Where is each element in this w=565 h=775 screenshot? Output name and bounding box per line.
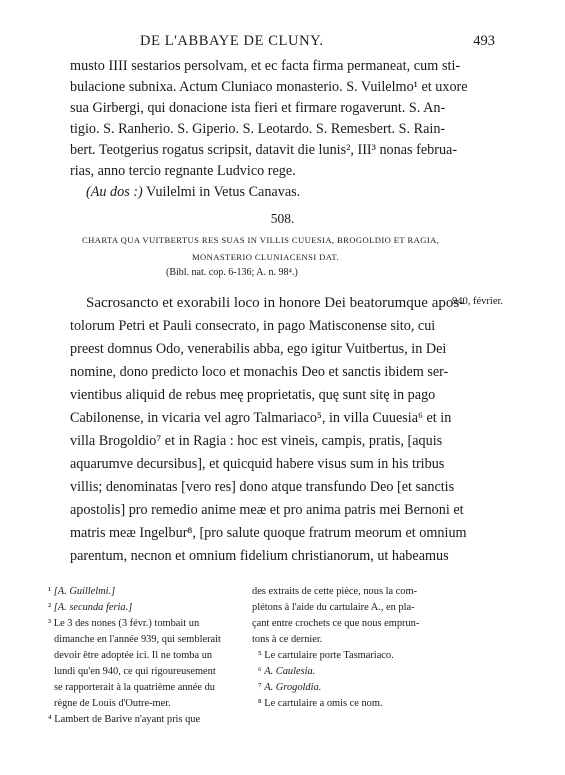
page-number: 493 — [473, 33, 495, 49]
footnote-mark: ⁶ — [258, 666, 262, 677]
footnote-mark: ² — [48, 602, 52, 613]
charter-number: 508. — [270, 211, 295, 226]
text-line: Sacrosancto et exorabili loco in honore Dei beatorumque apos- — [86, 295, 465, 311]
margin-date: 940, février. — [452, 296, 504, 307]
footnote-text: Le 3 des nones (3 févr.) tombait un — [53, 618, 200, 629]
footnote-mark: ⁵ — [258, 650, 262, 661]
running-head — [70, 33, 495, 53]
footnote-mark: ¹ — [48, 586, 52, 597]
text-line: bert. Teotgerius rogatus scripsit, datavit die lunis², III³ nonas februa- — [70, 142, 458, 158]
footnote-text: A. Caulesia. — [264, 666, 316, 677]
footnote-7 — [258, 682, 321, 693]
footnote-text: Le cartulaire porte Tasmariaco. — [264, 650, 394, 661]
caption-line: MONASTERIO CLUNIACENSI DAT. — [192, 252, 339, 262]
footnote-text: lundi qu'en 940, ce qui rigoureusement — [54, 666, 216, 677]
footnote-1 — [48, 586, 115, 597]
footnote-text: devoir être adoptée ici. Il ne tomba un — [54, 650, 213, 661]
text-line: villis; denominatas [vero res] dono atque transfundo Deo [et sanctis — [70, 479, 455, 495]
running-title: DE L'ABBAYE DE CLUNY. — [140, 33, 324, 49]
footnote-text: règne de Louis d'Outre-mer. — [54, 698, 171, 709]
text-line: vientibus aliquid de rebus meę proprietatis, quę sunt sitę in pago — [70, 387, 436, 403]
text-line: apostolis] pro remedio anime meæ et pro anima patris mei Bernoni et — [70, 502, 464, 518]
footnote-text: dimanche en l'année 939, qui semblerait — [54, 634, 221, 645]
dorsal-note — [86, 184, 300, 201]
source-reference: (Bibl. nat. cop. 6-136; A. n. 98⁴.) — [166, 267, 298, 278]
footnote-6 — [258, 666, 315, 677]
footnote-5 — [258, 650, 394, 661]
text-line: tigio. S. Ranherio. S. Giperio. S. Leotardo. S. Remesbert. S. Rain- — [70, 121, 446, 137]
footnote-2 — [48, 602, 132, 613]
text-line: bulacione subnixa. Actum Cluniaco monasterio. S. Vuilelmo¹ et uxore — [70, 79, 468, 95]
footnote-continuation: tons à ce dernier. — [252, 634, 323, 645]
footnote-mark: ⁸ — [258, 698, 262, 709]
footnote-continuation: çant entre crochets ce que nous emprun- — [252, 618, 420, 629]
footnote-mark: ⁷ — [258, 682, 262, 693]
footnote-8 — [258, 698, 383, 709]
text-line: parentum, necnon et omnium fidelium christianorum, ut habeamus — [70, 548, 449, 564]
footnote-3 — [48, 618, 199, 629]
footnote-4 — [48, 714, 200, 725]
footnote-text: se rapporterait à la quatrième année du — [54, 682, 215, 693]
text-line: tolorum Petri et Pauli consecrato, in pago Matisconense sito, cui — [70, 318, 436, 334]
text-line: sua Girbergi, qui donacione ista fieri et firmare rogaverunt. S. An- — [70, 100, 446, 116]
footnote-text: Lambert de Barive n'ayant pris que — [54, 714, 201, 725]
footnote-text: [A. secunda feria.] — [53, 602, 133, 613]
footnote-mark: ³ — [48, 618, 52, 629]
text-line: rias, anno tercio regnante Ludvico rege. — [70, 163, 296, 179]
footnote-continuation: plétons à l'aide du cartulaire A., en pla- — [252, 602, 415, 613]
dorsal-label: (Au dos :) — [86, 184, 143, 200]
footnote-text: A. Grogoldia. — [264, 682, 322, 693]
text-line: musto IIII sestarios persolvam, et ec facta firma permaneat, cum sti- — [70, 58, 461, 74]
footnote-text: Le cartulaire a omis ce nom. — [264, 698, 383, 709]
text-line: preest domnus Odo, venerabilis abba, ego igitur Vuitbertus, in Dei — [70, 341, 447, 357]
caption-line: CHARTA QUA VUITBERTUS RES SUAS IN VILLIS CUUESIA, BROGOLDIO ET RAGIA, — [82, 235, 440, 245]
footnote-mark: ⁴ — [48, 714, 52, 725]
footnote-continuation: des extraits de cette pièce, nous la com- — [252, 586, 418, 597]
text-line: aquarumve decursibus], et quicquid habere visus sum in his tribus — [70, 456, 445, 472]
footnote-text: [A. Guillelmi.] — [53, 586, 116, 597]
dorsal-text: Vuilelmi in Vetus Canavas. — [146, 184, 301, 200]
text-line: Cabilonense, in vicaria vel agro Talmariaco⁵, in villa Cuuesia⁶ et in — [70, 410, 452, 426]
text-line: matris meæ Ingelbur⁸, [pro salute quoque fratrum meorum et omnium — [70, 525, 467, 541]
text-line: nomine, dono predicto loco et monachis Deo et sanctis ibidem ser- — [70, 364, 449, 380]
text-line: villa Brogoldio⁷ et in Ragia : hoc est vineis, campis, pratis, [aquis — [70, 433, 443, 449]
